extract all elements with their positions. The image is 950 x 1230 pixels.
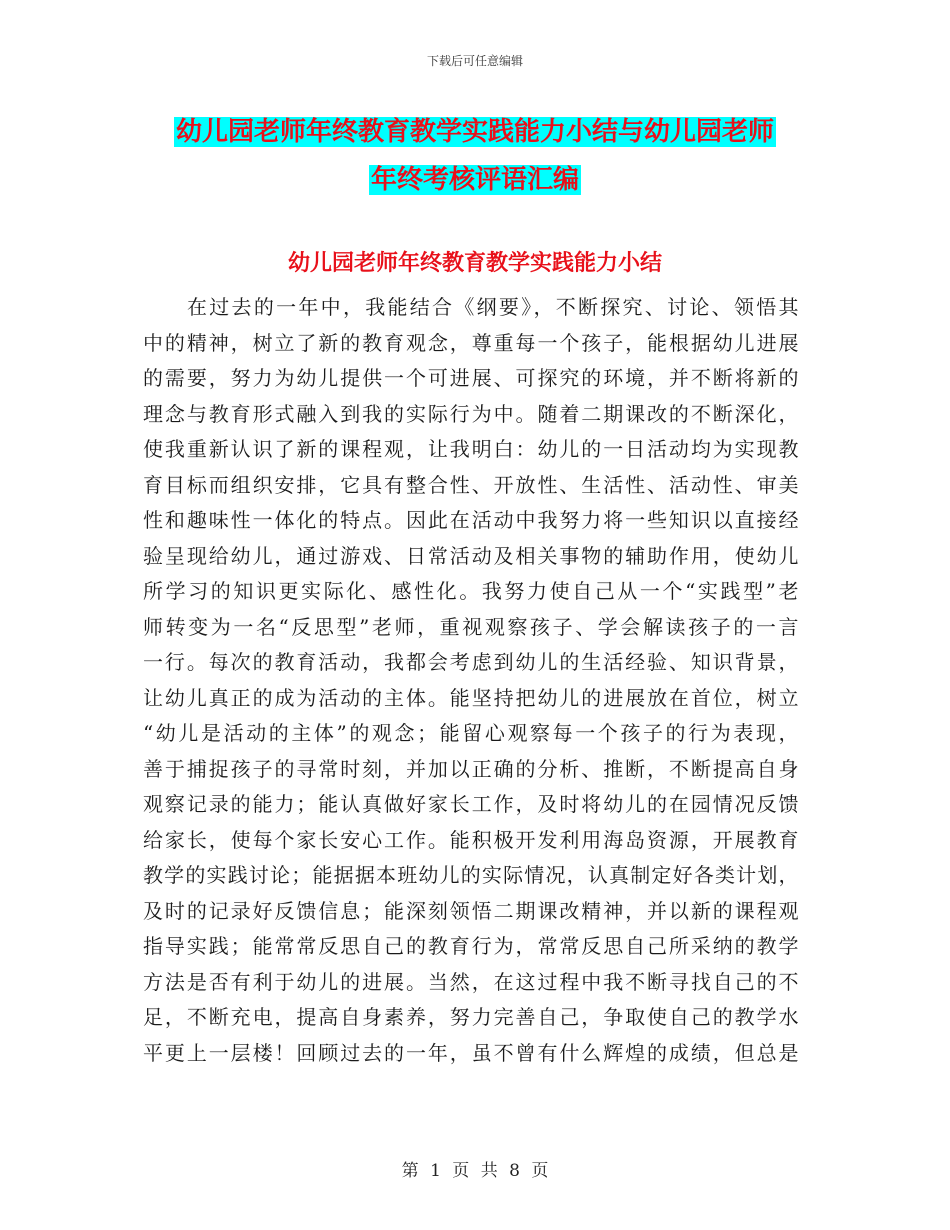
page-number-footer: 第 1 页 共 8 页 bbox=[401, 1161, 549, 1181]
body-line: 让幼儿真正的成为活动的主体。能坚持把幼儿的进展放在首位，树立 bbox=[143, 685, 799, 710]
document-title bbox=[150, 108, 800, 204]
body-line: 指导实践；能常常反思自己的教育行为，常常反思自己所采纳的教学 bbox=[143, 934, 799, 958]
body-line: 给家长，使每个家长安心工作。能积极开发利用海岛资源，开展教育 bbox=[143, 827, 799, 852]
document-title-line-1: 幼儿园老师年终教育教学实践能力小结与幼儿园老师 bbox=[175, 117, 774, 147]
body-line: 使我重新认识了新的课程观，让我明白：幼儿的一日活动均为实现教 bbox=[143, 437, 799, 461]
body-line: 足，不断充电，提高自身素养，努力完善自己，争取使自己的教学水 bbox=[143, 1005, 799, 1029]
document-title-line-2: 年终考核评语汇编 bbox=[370, 165, 579, 195]
section-heading: 幼儿园老师年终教育教学实践能力小结 bbox=[287, 251, 662, 276]
body-line: 性和趣味性一体化的特点。因此在活动中我努力将一些知识以直接经 bbox=[143, 508, 799, 532]
body-line: “幼儿是活动的主体”的观念；能留心观察每一个孩子的行为表现， bbox=[143, 721, 799, 745]
body-line: 中的精神，树立了新的教育观念，尊重每一个孩子，能根据幼儿进展 bbox=[143, 330, 799, 355]
body-line: 理念与教育形式融入到我的实际行为中。随着二期课改的不断深化， bbox=[143, 401, 799, 426]
body-line: 一行。每次的教育活动，我都会考虑到幼儿的生活经验、知识背景， bbox=[143, 650, 799, 674]
body-line: 及时的记录好反馈信息；能深刻领悟二期课改精神，并以新的课程观 bbox=[143, 898, 799, 923]
body-line: 教学的实践讨论；能据据本班幼儿的实际情况，认真制定好各类计划， bbox=[143, 863, 799, 887]
body-line: 验呈现给幼儿，通过游戏、日常活动及相关事物的辅助作用，使幼儿 bbox=[143, 543, 799, 568]
body-line: 师转变为一名“反思型”老师，重视观察孩子、学会解读孩子的一言 bbox=[143, 614, 799, 639]
body-line: 的需要，努力为幼儿提供一个可进展、可探究的环境，并不断将新的 bbox=[143, 366, 799, 390]
body-line: 善于捕捉孩子的寻常时刻，并加以正确的分析、推断，不断提高自身 bbox=[143, 756, 799, 781]
body-paragraph bbox=[143, 290, 799, 1071]
body-line: 方法是否有利于幼儿的进展。当然，在这过程中我不断寻找自己的不 bbox=[143, 969, 799, 994]
body-line: 所学习的知识更实际化、感性化。我努力使自己从一个“实践型”老 bbox=[143, 579, 799, 603]
body-line: 观察记录的能力；能认真做好家长工作，及时将幼儿的在园情况反馈 bbox=[143, 792, 799, 816]
body-line: 在过去的一年中，我能结合《纲要》，不断探究、讨论、领悟其 bbox=[187, 295, 799, 319]
body-line: 平更上一层楼！回顾过去的一年，虽不曾有什么辉煌的成绩，但总是 bbox=[143, 1040, 799, 1065]
page-header-note: 下载后可任意编辑 bbox=[426, 54, 523, 68]
body-line: 育目标而组织安排，它具有整合性、开放性、生活性、活动性、审美 bbox=[143, 472, 799, 497]
